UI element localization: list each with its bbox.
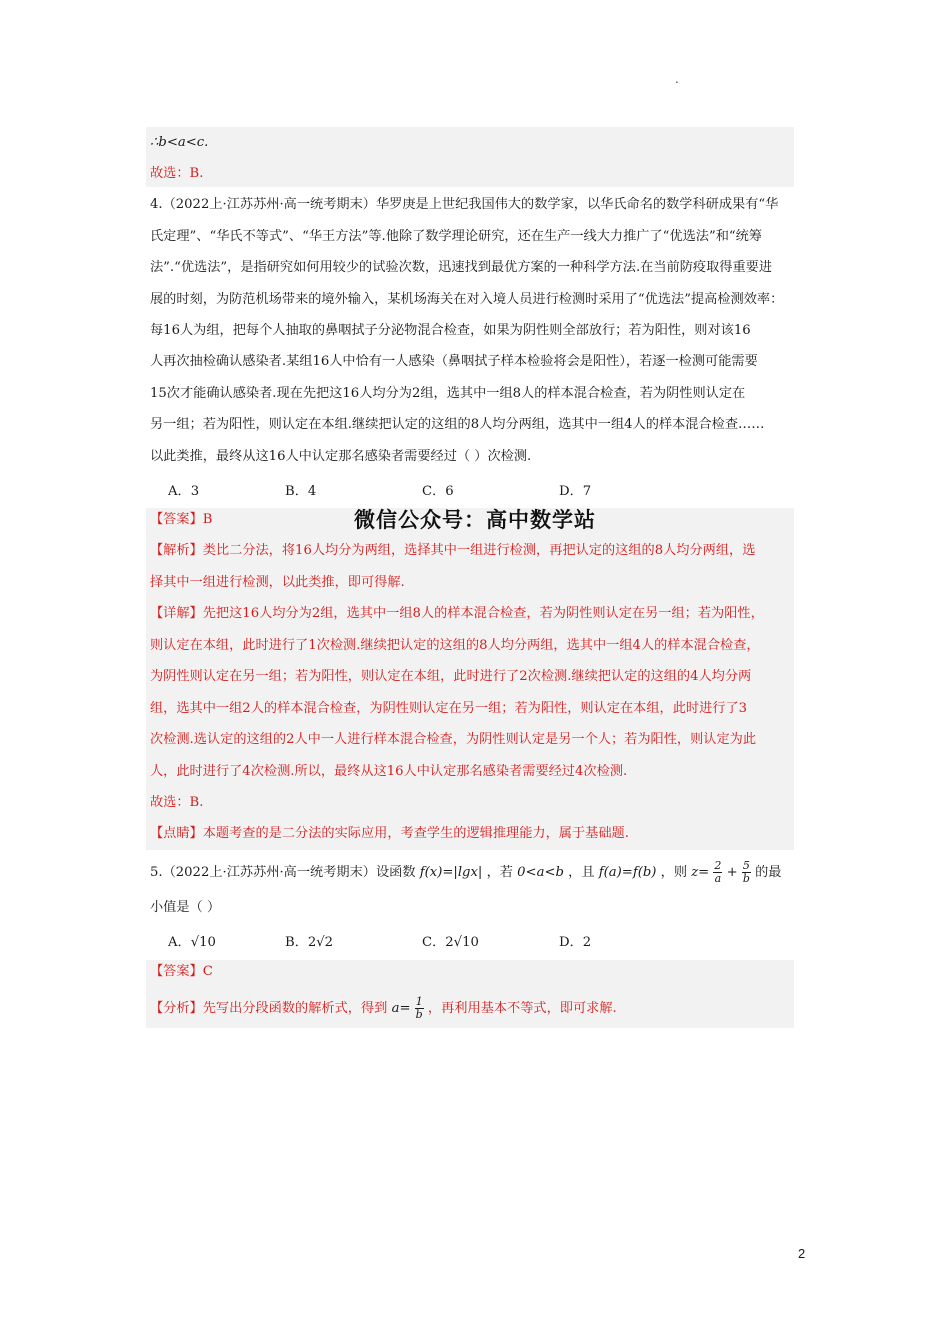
q5-text: 5.（2022上·江苏苏州·高一统考期末）设函数 xyxy=(150,865,416,880)
q5-option-a: A．√10 xyxy=(168,935,216,950)
q4-option-d: D．7 xyxy=(559,484,592,499)
q5-answer: 【答案】C xyxy=(150,964,213,979)
page-number: 2 xyxy=(798,1246,806,1261)
q4-analysis-line: 【解析】类比二分法，将16人均分为两组，选择其中一组进行检测，再把认定的这组的8人均分两组，选 xyxy=(150,543,756,558)
q4-line: 以此类推，最终从这16人中认定那名感染者需要经过（ ）次检测. xyxy=(150,449,532,464)
q5-analysis-fraction xyxy=(415,996,424,1021)
q4-detail-line: 组，选其中一组2人的样本混合检查，为阴性则认定在另一组；若为阳性，则认定在本组，此时进行了3 xyxy=(150,701,748,716)
q5-analysis-text: 【分析】先写出分段函数的解析式，得到 xyxy=(150,1001,388,1016)
header-dot: . xyxy=(675,72,679,86)
watermark-text: 微信公众号：高中数学站 xyxy=(354,508,596,532)
q5-analysis-expression: a= xyxy=(391,1001,411,1016)
q5-fraction xyxy=(742,860,751,885)
q4-line: 氏定理”、“华氏不等式”、“华王方法”等.他除了数学理论研究，还在生产一线大力推广了“优选法”和“统筹 xyxy=(150,229,762,244)
q4-detail-line: 则认定在本组，此时进行了1次检测.继续把认定的这组的8人均分两组，选其中一组4人的样本混合检查， xyxy=(150,638,760,653)
fraction-den: b xyxy=(742,872,750,885)
q4-detail-line: 为阴性则认定在另一组；若为阳性，则认定在本组，此时进行了2次检测.继续把认定的这组的4人均分两 xyxy=(150,669,752,684)
q4-detail-line: 人，此时进行了4次检测.所以，最终从这16人中认定那名感染者需要经过4次检测. xyxy=(150,764,628,779)
q5-analysis xyxy=(150,996,795,1021)
q4-option-c: C．6 xyxy=(422,484,454,499)
q5-expression: z= xyxy=(691,865,710,880)
q4-line: 法”.“优选法”，是指研究如何用较少的试验次数，迅速找到最优方案的一种科学方法.在当前防疫取得重要进 xyxy=(150,260,773,275)
q5-fraction xyxy=(713,860,722,885)
q4-option-b: B．4 xyxy=(285,484,317,499)
q4-comment: 【点睛】本题考查的是二分法的实际应用，考查学生的逻辑推理能力，属于基础题. xyxy=(150,826,629,841)
q4-line: 15次才能确认感染者.现在先把这16人均分为2组，选其中一组8人的样本混合检查，若为阴性则认定在 xyxy=(150,386,746,401)
q5-text: 的最 xyxy=(755,865,782,880)
q4-detail-line: 【详解】先把这16人均分为2组，选其中一组8人的样本混合检查，若为阴性则认定在另一组；若为阳性， xyxy=(150,606,764,621)
q5-analysis-text: ，再利用基本不等式，即可求解. xyxy=(427,1001,617,1016)
q5-text: ，且 xyxy=(568,865,595,880)
q4-option-a: A．3 xyxy=(168,484,200,499)
q4-answer: 【答案】B xyxy=(150,512,213,527)
q5-stem-line1 xyxy=(150,860,795,885)
q4-detail-line: 次检测.选认定的这组的2人中一人进行样本混合检查，为阴性则认定是另一个人；若为阳性，则认定为此 xyxy=(150,732,757,747)
fraction-den: b xyxy=(415,1008,423,1021)
q4-line: 另一组；若为阳性，则认定在本组.继续把认定的这组的8人均分两组，选其中一组4人的样本混合检查…… xyxy=(150,417,765,432)
q5-option-b: B．2√2 xyxy=(285,935,334,950)
q5-condition: 0<a<b xyxy=(517,865,564,880)
fraction-num: 2 xyxy=(714,859,722,872)
q4-line: 4.（2022上·江苏苏州·高一统考期末）华罗庚是上世纪我国伟大的数学家，以华氏命名的数学科研成果有“华 xyxy=(150,197,779,212)
q5-stem-line2: 小值是（ ） xyxy=(150,900,221,915)
q5-operator: + xyxy=(726,865,738,880)
q5-function: f(x)=|lgx| xyxy=(419,865,483,880)
q4-analysis-line: 择其中一组进行检测，以此类推，即可得解. xyxy=(150,575,405,590)
q5-text: ，则 xyxy=(660,865,688,880)
q4-line: 展的时刻，为防范机场带来的境外输入，某机场海关在对入境人员进行检测时采用了“优选法”提高检测效率： xyxy=(150,292,784,307)
prev-answer: 故选：B. xyxy=(150,166,204,181)
fraction-num: 5 xyxy=(742,859,750,872)
q5-option-c: C．2√10 xyxy=(422,935,479,950)
fraction-num: 1 xyxy=(415,995,423,1008)
q4-line: 每16人为组，把每个人抽取的鼻咽拭子分泌物混合检查，如果为阴性则全部放行；若为阳性，则对该16 xyxy=(150,323,751,338)
q4-line: 人再次抽检确认感染者.某组16人中恰有一人感染（鼻咽拭子样本检验将会是阳性），若逐一检测可能需要 xyxy=(150,354,758,369)
q5-option-d: D．2 xyxy=(559,935,592,950)
q4-choice: 故选：B. xyxy=(150,795,204,810)
fraction-den: a xyxy=(714,872,722,885)
q5-text: ，若 xyxy=(486,865,513,880)
prev-conclusion: ∴b<a<c. xyxy=(150,135,209,150)
q5-condition: f(a)=f(b) xyxy=(598,865,657,880)
